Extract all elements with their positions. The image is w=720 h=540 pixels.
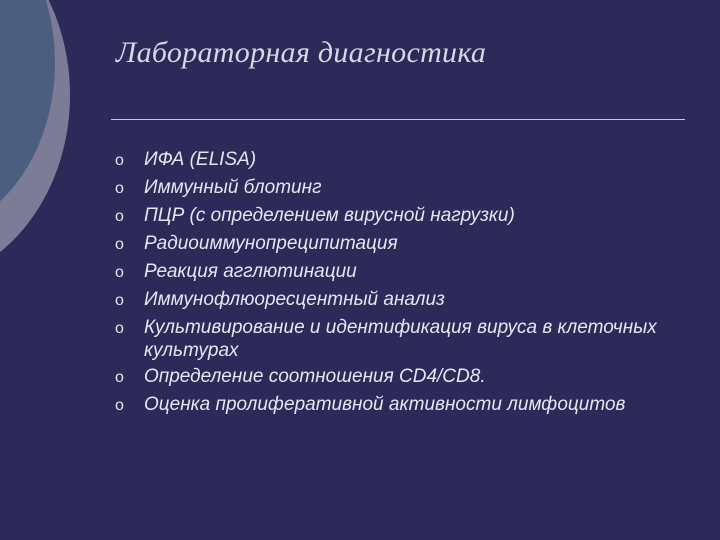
bullet-circle-icon: o xyxy=(115,152,124,169)
bullet-item xyxy=(112,232,672,255)
slide-title: Лабораторная диагностика xyxy=(116,36,487,69)
bullet-circle-icon: o xyxy=(115,320,124,337)
bullet-item xyxy=(112,365,672,388)
bullet-text: ИФА (ELISA) xyxy=(144,149,257,170)
bullet-text: Иммунофлюоресцентный анализ xyxy=(144,289,445,310)
bullet-text: Определение соотношения CD4/CD8. xyxy=(144,366,486,387)
bullet-text: ПЦР (с определением вирусной нагрузки) xyxy=(144,205,515,226)
bullet-circle-icon: o xyxy=(115,397,124,414)
bullet-item xyxy=(112,148,672,171)
bullet-item xyxy=(112,288,672,311)
bullet-item xyxy=(112,260,672,283)
bullet-text: Реакция агглютинации xyxy=(144,261,357,282)
title-divider xyxy=(111,119,685,120)
bullet-item xyxy=(112,393,672,416)
bullet-circle-icon: o xyxy=(115,236,124,253)
bullet-item xyxy=(112,316,672,362)
bullet-text: Радиоиммунопреципитация xyxy=(144,233,398,254)
bullet-list xyxy=(112,148,672,421)
bullet-text: Иммунный блотинг xyxy=(144,177,322,198)
bullet-text: Оценка пролиферативной активности лимфоцитов xyxy=(144,394,626,415)
bullet-text: Культивирование и идентификация вируса в клеточных культурах xyxy=(144,317,657,361)
bullet-item xyxy=(112,204,672,227)
bullet-circle-icon: o xyxy=(115,369,124,386)
bullet-circle-icon: o xyxy=(115,264,124,281)
bullet-circle-icon: o xyxy=(115,180,124,197)
bullet-item xyxy=(112,176,672,199)
bullet-circle-icon: o xyxy=(115,208,124,225)
bullet-circle-icon: o xyxy=(115,292,124,309)
